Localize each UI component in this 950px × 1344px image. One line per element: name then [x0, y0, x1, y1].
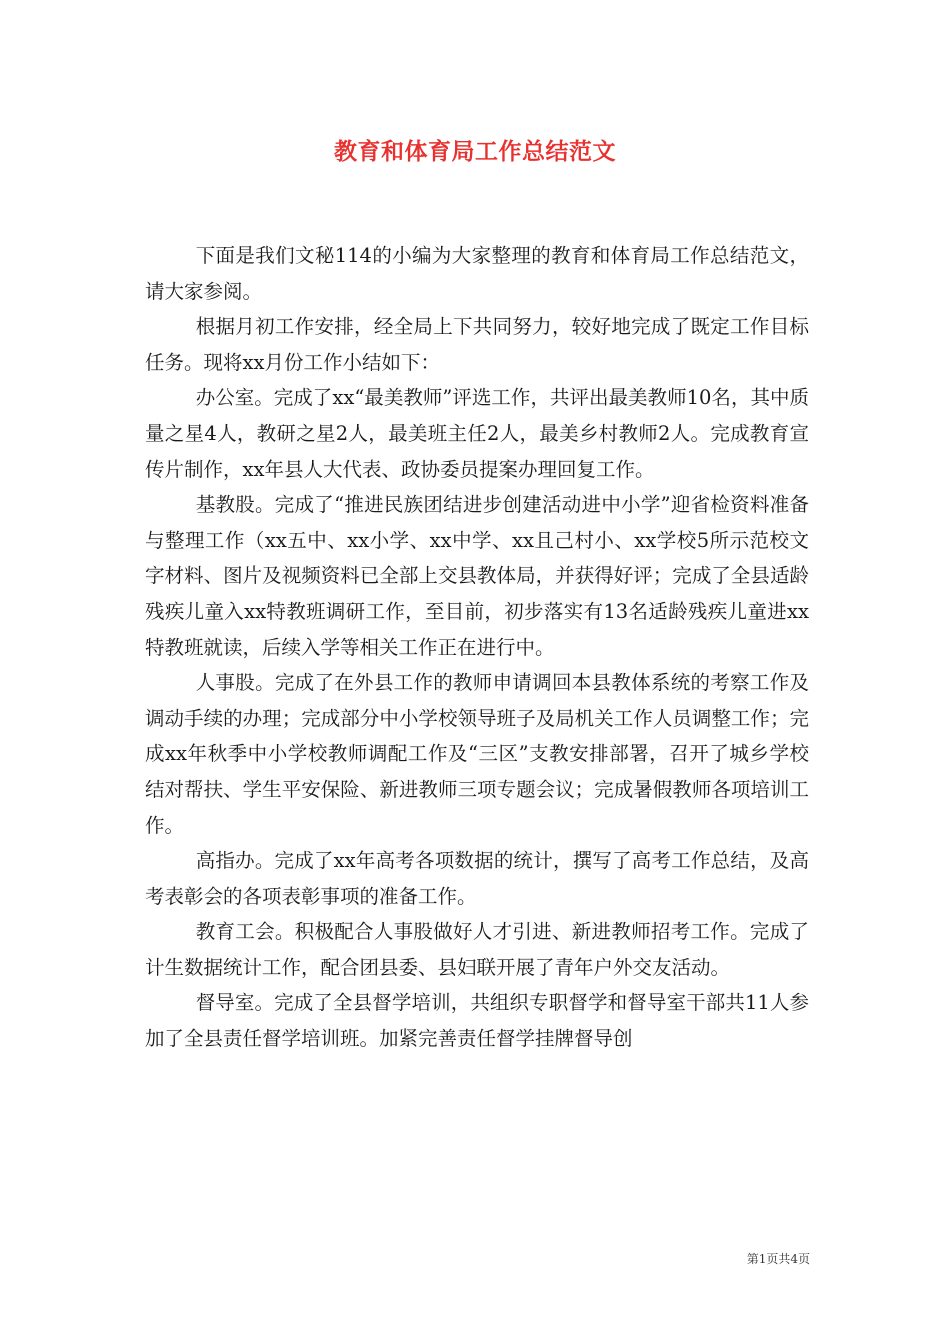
document-body — [145, 238, 809, 1057]
page-number: 第1页共4页 — [746, 1252, 810, 1266]
paragraph-basic-education: 基教股。完成了“推进民族团结进步创建活动进中小学”迎省检资料准备与整理工作（xx五中、xx小学、xx中学、xx且己村小、xx学校5所示范校文字材料、图片及视频资料已全部上交县教体局，并获得好评；完成了全县适龄残疾儿童入xx特教班调研工作，至目前，初步落实有13名适龄残疾儿童进xx特教班就读，后续入学等相关工作正在进行中。 — [145, 493, 809, 659]
paragraph-exam-office: 高指办。完成了xx年高考各项数据的统计，撰写了高考工作总结，及高考表彰会的各项表彰事项的准备工作。 — [145, 849, 809, 908]
document-title: 教育和体育局工作总结范文 — [334, 138, 616, 165]
paragraph-intro: 下面是我们文秘114的小编为大家整理的教育和体育局工作总结范文，请大家参阅。 — [145, 244, 809, 303]
paragraph-supervision: 督导室。完成了全县督学培训，共组织专职督学和督导室干部共11人参加了全县责任督学培训班。加紧完善责任督学挂牌督导创 — [145, 991, 809, 1051]
paragraph-personnel: 人事股。完成了在外县工作的教师申请调回本县教体系统的考察工作及调动手续的办理；完成部分中小学校领导班子及局机关工作人员调整工作；完成xx年秋季中小学校教师调配工作及“三区”支教安排部署，召开了城乡学校结对帮扶、学生平安保险、新进教师三项专题会议；完成暑假教师各项培训工作。 — [145, 671, 809, 837]
paragraph-office: 办公室。完成了xx“最美教师”评选工作，共评出最美教师10名，其中质量之星4人，教研之星2人，最美班主任2人，最美乡村教师2人。完成教育宣传片制作，xx年县人大代表、政协委员提案办理回复工作。 — [145, 386, 809, 481]
paragraph-union: 教育工会。积极配合人事股做好人才引进、新进教师招考工作。完成了计生数据统计工作，配合团县委、县妇联开展了青年户外交友活动。 — [145, 920, 809, 979]
paragraph-summary: 根据月初工作安排，经全局上下共同努力，较好地完成了既定工作目标任务。现将xx月份工作小结如下： — [145, 315, 809, 374]
